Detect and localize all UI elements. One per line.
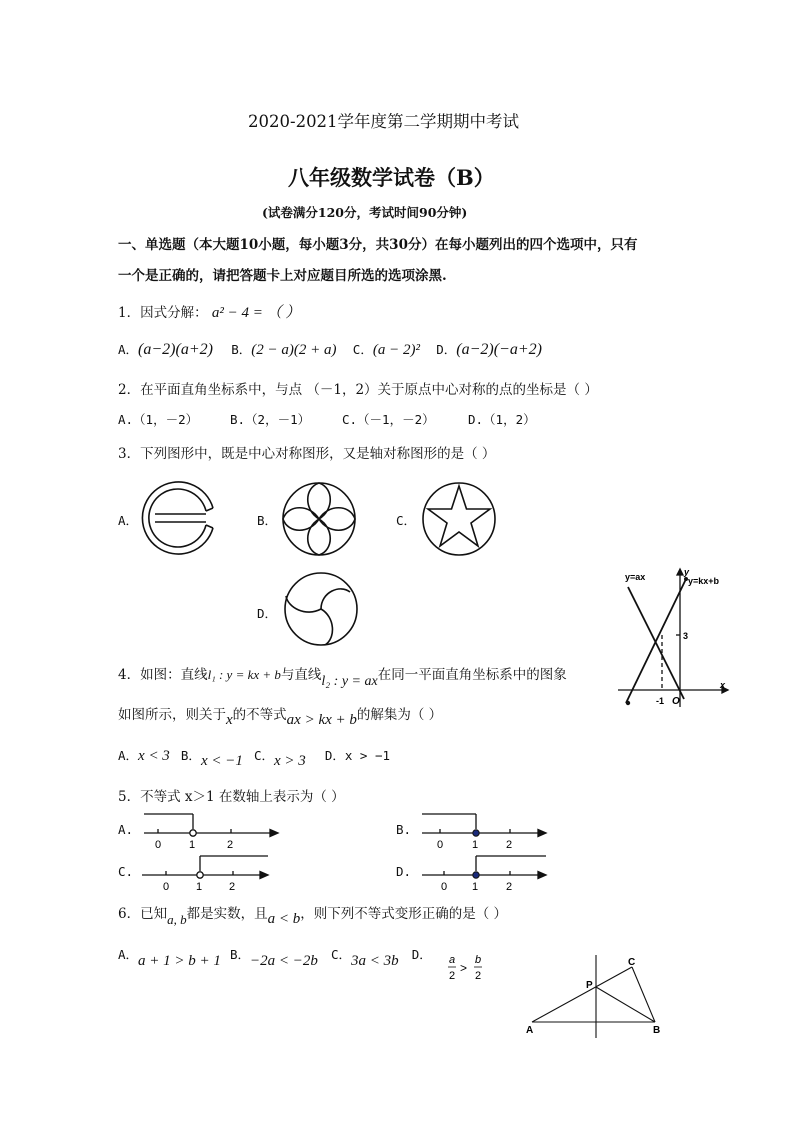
q4-l1: l₁ : y = kx + b (207, 667, 281, 682)
q4-label-ax: y=ax (625, 572, 646, 582)
q4-var-x: x (226, 712, 233, 728)
q6-option-d (446, 953, 490, 983)
q5c-tick-1: 1 (196, 881, 203, 892)
q6-stem-b: 都是实数，且 (186, 906, 268, 922)
exam-title: 八年级数学试卷（B） (288, 165, 495, 190)
q6-stem-a: 6．已知 (118, 906, 168, 922)
q1-options (118, 340, 542, 359)
q4-ineq: ax > kx + b (286, 712, 357, 728)
q4-option-a: x < 3 (138, 748, 170, 764)
section1-line2: 一个是正确的，请把答题卡上对应题目所选的选项涂黑. (118, 268, 447, 284)
q4-options (118, 745, 391, 769)
q6-option-b-label: B． (230, 947, 251, 962)
q1-expr: a² − 4 = （ ） (211, 305, 301, 321)
q6-stem (118, 902, 508, 927)
q3-stem: 3．下列图形中，既是中心对称图形，又是轴对称图形的是（ ） (118, 446, 496, 462)
q2-stem: 2．在平面直角坐标系中，与点 （－1，2）关于原点中心对称的点的坐标是（ ） (118, 382, 598, 398)
section1-line1: 一、单选题（本大题10小题，每小题3分，共30分）在每小题列出的四个选项中，只有 (118, 237, 638, 253)
q1-option-c: (a − 2)² (372, 342, 420, 358)
q1-stem (118, 301, 300, 322)
q4-graph (610, 565, 736, 710)
q1-option-a-label: A． (118, 342, 139, 357)
q1-option-b: (2 − a)(2 + a) (251, 342, 337, 358)
q5-numberline-d (416, 850, 551, 892)
q5-numberline-b (416, 808, 551, 850)
q4-option-b-label: B． (180, 748, 201, 763)
q5a-tick-1: 1 (189, 839, 196, 850)
q4-label-x: x (720, 680, 726, 690)
q1-option-b-label: B． (231, 342, 252, 357)
q5c-tick-0: 0 (163, 881, 170, 892)
q6d-op: > (460, 961, 468, 975)
q4-label-3: 3 (683, 631, 689, 641)
q5d-tick-1: 1 (472, 881, 479, 892)
q4-y-arrow (677, 569, 683, 575)
q4-label-kxb: y=kx+b (688, 576, 720, 586)
tri-label-b: B (653, 1025, 661, 1036)
triangle-figure (520, 950, 670, 1040)
q1-stem-text: 1．因式分解： (118, 305, 208, 321)
q5a-tick-2: 2 (227, 839, 234, 850)
q4-stem-c: 在同一平面直角坐标系中的图象 (377, 667, 567, 683)
q4-option-c-label: C． (253, 748, 274, 763)
q5b-tick-0: 0 (437, 839, 444, 850)
tri-side-ac (532, 967, 632, 1022)
q4-line2-a: 如图所示，则关于 (118, 707, 226, 723)
q4-label-origin: O (672, 696, 680, 707)
q4-option-b: x < −1 (200, 753, 243, 769)
q3-label-a: A． (118, 513, 139, 528)
q3-label-d: D． (257, 606, 278, 621)
q3-label-b: B． (257, 513, 278, 528)
q5-label-b: B. (396, 822, 412, 837)
q4-stem-b: 与直线 (280, 667, 322, 683)
q1-option-d: (a−2)(−a+2) (456, 341, 542, 358)
q3-figure-b (280, 480, 358, 558)
q5-numberline-a (138, 808, 283, 850)
q4-stem-line2 (118, 703, 443, 728)
q4-l2: l₂ : y = ax (321, 674, 378, 689)
q4-line2-c: 的解集为（ ） (356, 707, 443, 723)
q5-label-d: D. (396, 864, 412, 879)
q3-figure-a (140, 478, 230, 558)
q2-option-b: B.（2，－1） (230, 412, 311, 427)
q4-option-d-label: D． (324, 748, 345, 763)
q6d-den-a: 2 (449, 970, 456, 982)
q3-figure-c (420, 480, 498, 558)
q5d-tick-0: 0 (441, 881, 448, 892)
q4-option-c: x > 3 (273, 753, 306, 769)
q4-label-y: y (684, 567, 690, 577)
q6d-num-a: a (449, 954, 456, 966)
q4-stem-line1 (118, 663, 567, 689)
q5-label-c: C. (118, 864, 134, 879)
q6-option-a-label: A． (118, 947, 139, 962)
tri-side-bc (632, 967, 655, 1022)
q5d-tick-2: 2 (506, 881, 513, 892)
q6-option-d-label: D． (411, 947, 432, 962)
q6d-num-b: b (475, 954, 482, 966)
q6-option-c: 3a < 3b (351, 953, 399, 969)
q6-option-b: −2a < −2b (250, 953, 318, 969)
q6-option-c-label: C． (331, 947, 352, 962)
q6-option-a: a + 1 > b + 1 (138, 953, 221, 969)
q4-stem-a: 4．如图：直线 (118, 667, 208, 683)
exam-subtitle: 2020-2021学年度第二学期期中考试 (248, 112, 520, 131)
q1-option-a: (a−2)(a+2) (138, 341, 213, 358)
tri-label-c: C (628, 957, 636, 968)
q5-stem: 5．不等式 x＞1 在数轴上表示为（ ） (118, 789, 345, 805)
exam-note: (试卷满分120分，考试时间90分钟) (262, 205, 468, 220)
q4-point-left (626, 701, 630, 705)
q5-label-a: A. (118, 822, 134, 837)
q2-option-c: C.（－1，－2） (342, 412, 435, 427)
q3-label-c: C． (396, 513, 417, 528)
q4-option-d: x > −1 (344, 748, 391, 763)
tri-label-a: A (526, 1025, 534, 1036)
q6d-den-b: 2 (475, 970, 482, 982)
q6-cond: a < b (267, 911, 301, 927)
q5b-tick-1: 1 (472, 839, 479, 850)
q4-line2-b: 的不等式 (232, 707, 287, 723)
q4-option-a-label: A． (118, 748, 139, 763)
q1-option-c-label: C． (352, 342, 373, 357)
q5-numberline-c (138, 850, 273, 892)
tri-segment-pb (596, 987, 655, 1022)
q3-figure-d (282, 570, 360, 648)
q5a-tick-0: 0 (155, 839, 162, 850)
q4-label-minus1: -1 (656, 696, 665, 706)
q5b-tick-2: 2 (506, 839, 513, 850)
q6-options (118, 944, 432, 969)
q2-option-d: D.（1，2） (468, 412, 536, 427)
tri-label-p: P (586, 980, 593, 991)
q6-vars: a, b (167, 912, 187, 927)
q6-stem-c: ，则下列不等式变形正确的是（ ） (300, 906, 508, 922)
q2-option-a: A.（1，－2） (118, 412, 199, 427)
q5c-tick-2: 2 (229, 881, 236, 892)
q1-option-d-label: D． (436, 342, 457, 357)
